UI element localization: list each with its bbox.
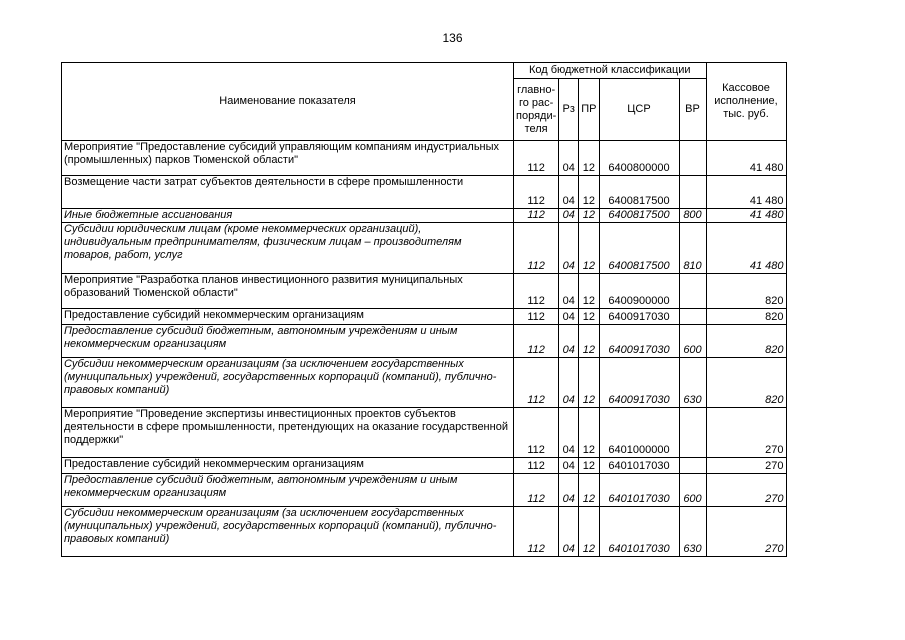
row-pr: 12	[579, 309, 599, 325]
row-name: Мероприятие "Предоставление субсидий управляющим компаниям индустриальных (промышленных) парков Тюменской области"	[62, 141, 514, 176]
row-vr	[679, 309, 706, 325]
row-vr	[679, 141, 706, 176]
row-rz: 04	[559, 176, 579, 209]
row-pr: 12	[579, 507, 599, 557]
row-rz: 04	[559, 325, 579, 358]
row-name: Мероприятие "Разработка планов инвестиционного развития муниципальных образований Тюменской области"	[62, 274, 514, 309]
row-vr	[679, 176, 706, 209]
table-row	[62, 309, 787, 325]
row-name: Мероприятие "Проведение экспертизы инвестиционных проектов субъектов деятельности в сфере промышленности, претендующих на оказание государственной поддержки"	[62, 408, 514, 458]
row-rz: 04	[559, 458, 579, 474]
row-pr: 12	[579, 358, 599, 408]
row-csr: 6400817500	[599, 176, 679, 209]
row-csr: 6400800000	[599, 141, 679, 176]
row-pr: 12	[579, 325, 599, 358]
header-glav: главно-го рас-поряди-теля	[514, 79, 559, 141]
row-pr: 12	[579, 176, 599, 209]
table-row	[62, 141, 787, 176]
row-rz: 04	[559, 141, 579, 176]
budget-table	[61, 62, 787, 557]
row-name: Субсидии юридическим лицам (кроме некоммерческих организаций), индивидуальным предпринимателям, физическим лицам – производителям товаров, работ, услуг	[62, 223, 514, 274]
row-csr: 6401017030	[599, 474, 679, 507]
row-amount: 820	[706, 309, 786, 325]
row-pr: 12	[579, 274, 599, 309]
table-row	[62, 358, 787, 408]
row-pr: 12	[579, 209, 599, 223]
row-vr	[679, 408, 706, 458]
row-amount: 820	[706, 325, 786, 358]
header-kass: Кассовое исполнение, тыс. руб.	[706, 63, 786, 141]
row-csr: 6400817500	[599, 223, 679, 274]
table-row	[62, 209, 787, 223]
row-name: Иные бюджетные ассигнования	[62, 209, 514, 223]
row-amount: 41 480	[706, 209, 786, 223]
row-vr: 600	[679, 325, 706, 358]
table-row	[62, 223, 787, 274]
row-rz: 04	[559, 507, 579, 557]
row-amount: 41 480	[706, 141, 786, 176]
row-amount: 270	[706, 458, 786, 474]
row-csr: 6400917030	[599, 309, 679, 325]
row-vr: 630	[679, 507, 706, 557]
row-rz: 04	[559, 474, 579, 507]
row-amount: 270	[706, 474, 786, 507]
row-name: Предоставление субсидий некоммерческим организациям	[62, 309, 514, 325]
table-row	[62, 507, 787, 557]
row-vr	[679, 274, 706, 309]
table-row	[62, 408, 787, 458]
row-amount: 41 480	[706, 223, 786, 274]
row-glav: 112	[514, 507, 559, 557]
table-row	[62, 176, 787, 209]
header-name: Наименование показателя	[62, 63, 514, 141]
row-rz: 04	[559, 223, 579, 274]
table-row	[62, 474, 787, 507]
row-amount: 270	[706, 507, 786, 557]
row-vr: 630	[679, 358, 706, 408]
row-amount: 41 480	[706, 176, 786, 209]
row-csr: 6400900000	[599, 274, 679, 309]
row-glav: 112	[514, 309, 559, 325]
row-pr: 12	[579, 474, 599, 507]
row-glav: 112	[514, 358, 559, 408]
header-csr: ЦСР	[599, 79, 679, 141]
row-csr: 6401017030	[599, 507, 679, 557]
row-csr: 6400817500	[599, 209, 679, 223]
row-rz: 04	[559, 209, 579, 223]
row-pr: 12	[579, 141, 599, 176]
row-csr: 6400917030	[599, 325, 679, 358]
row-glav: 112	[514, 408, 559, 458]
row-vr	[679, 458, 706, 474]
row-glav: 112	[514, 223, 559, 274]
table-body	[62, 141, 787, 557]
row-glav: 112	[514, 274, 559, 309]
header-vr: ВР	[679, 79, 706, 141]
row-vr: 810	[679, 223, 706, 274]
row-csr: 6401017030	[599, 458, 679, 474]
row-rz: 04	[559, 358, 579, 408]
row-pr: 12	[579, 408, 599, 458]
header-budget-code: Код бюджетной классификации	[514, 63, 707, 79]
row-pr: 12	[579, 223, 599, 274]
row-rz: 04	[559, 274, 579, 309]
row-rz: 04	[559, 408, 579, 458]
row-name: Предоставление субсидий бюджетным, автономным учреждениям и иным некоммерческим организациям	[62, 325, 514, 358]
table-row	[62, 274, 787, 309]
row-csr: 6401000000	[599, 408, 679, 458]
row-glav: 112	[514, 325, 559, 358]
table-row	[62, 458, 787, 474]
header-pr: ПР	[579, 79, 599, 141]
page-number: 136	[442, 31, 463, 45]
row-amount: 820	[706, 274, 786, 309]
row-name: Предоставление субсидий бюджетным, автономным учреждениям и иным некоммерческим организациям	[62, 474, 514, 507]
row-amount: 820	[706, 358, 786, 408]
row-glav: 112	[514, 209, 559, 223]
table-header	[62, 63, 787, 141]
row-glav: 112	[514, 458, 559, 474]
header-rz: Рз	[559, 79, 579, 141]
row-name: Субсидии некоммерческим организациям (за исключением государственных (муниципальных) учреждений, государственных корпораций (компаний), публично-правовых компаний)	[62, 358, 514, 408]
row-vr: 600	[679, 474, 706, 507]
table-row	[62, 325, 787, 358]
row-name: Возмещение части затрат субъектов деятельности в сфере промышленности	[62, 176, 514, 209]
row-vr: 800	[679, 209, 706, 223]
row-glav: 112	[514, 474, 559, 507]
row-name: Предоставление субсидий некоммерческим организациям	[62, 458, 514, 474]
row-rz: 04	[559, 309, 579, 325]
row-glav: 112	[514, 176, 559, 209]
row-glav: 112	[514, 141, 559, 176]
row-name: Субсидии некоммерческим организациям (за исключением государственных (муниципальных) учреждений, государственных корпораций (компаний), публично-правовых компаний)	[62, 507, 514, 557]
row-amount: 270	[706, 408, 786, 458]
row-csr: 6400917030	[599, 358, 679, 408]
row-pr: 12	[579, 458, 599, 474]
